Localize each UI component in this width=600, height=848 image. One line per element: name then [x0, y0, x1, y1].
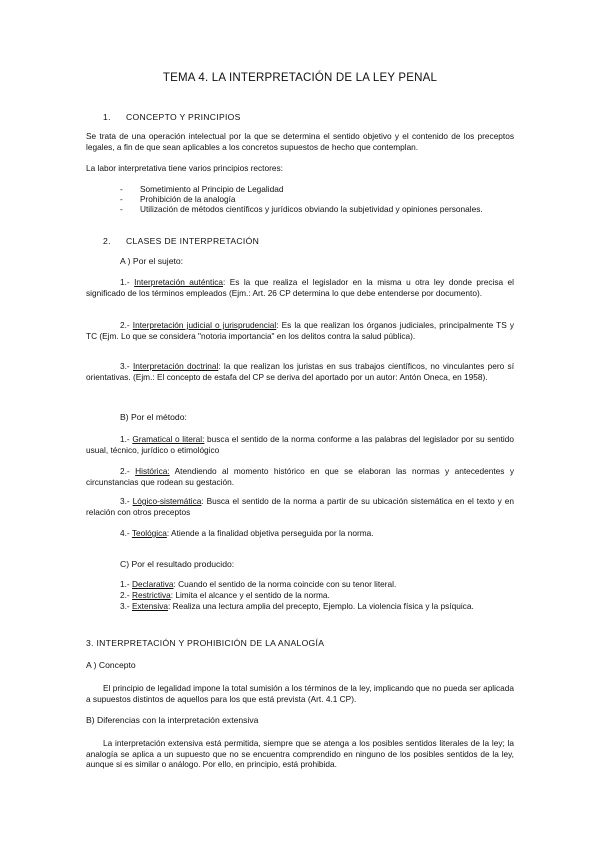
document-title: TEMA 4. LA INTERPRETACIÓN DE LA LEY PENAL: [162, 72, 438, 84]
section-3-b-heading: B) Diferencias con la interpretación extensiva: [86, 715, 259, 725]
section-3-a-text: El principio de legalidad impone la total sumisión a los términos de la ley, implicando que no pueda ser aplicada a supuestos distintos de aquellos para los que está prevista (Art. 4.1 CP).: [86, 683, 514, 704]
method-item-1: 1.- Gramatical o literal: busca el sentido de la norma conforme a las palabras del legislador por su sentido usual, técnico, jurídico o etimológico: [86, 434, 515, 455]
subject-item-2: 2.- Interpretación judicial o jurisprudencial: Es la que realizan los órganos judiciales, principalmente TS y TC (Ejm. Lo que se considera "notoria importancia" en los delitos contra la salud pública).: [86, 320, 515, 341]
bullet-dash: -: [120, 204, 123, 214]
subject-item-1: 1.- Interpretación auténtica: Es la que realiza el legislador en la misma u otra ley donde precisa el significado de los términos empleados (Ejm.: Art. 26 CP determina lo que debe entenderse por documento).: [86, 277, 515, 298]
bullet-item-2: Prohibición de la analogía: [140, 194, 236, 204]
result-item-3: 3.- Extensiva: Realiza una lectura amplia del precepto, Ejemplo. La violencia física y la psíquica.: [120, 601, 474, 611]
subsection-c-heading: C) Por el resultado producido:: [120, 559, 235, 569]
method-item-3: 3.- Lógico-sistemática: Busca el sentido de la norma a partir de su ubicación sistemática en el texto y en relación con otros preceptos: [86, 496, 514, 517]
section-3-heading: 3. INTERPRETACIÓN Y PROHIBICIÓN DE LA ANALOGÍA: [86, 638, 325, 648]
section-1-number: 1.: [103, 112, 111, 122]
result-item-1: 1.- Declarativa: Cuando el sentido de la norma coincide con su tenor literal.: [120, 579, 397, 589]
bullet-item-3: Utilización de métodos científicos y jurídicos obviando la subjetividad y opiniones personales.: [140, 204, 483, 214]
bullet-item-1: Sometimiento al Principio de Legalidad: [140, 184, 284, 194]
subsection-a-heading: A ) Por el sujeto:: [120, 256, 184, 266]
section-1-paragraph-2: La labor interpretativa tiene varios principios rectores:: [86, 163, 283, 173]
method-item-2: 2.- Histórica: Atendiendo al momento histórico en que se elaboran las normas y antecedentes y circunstancias que rodean su gestación.: [86, 466, 514, 487]
section-1-heading: CONCEPTO Y PRINCIPIOS: [126, 112, 241, 122]
section-1-paragraph-1: Se trata de una operación intelectual por la que se determina el sentido objetivo y el contenido de los preceptos legales, a fin de que sean aplicables a los concretos supuestos de hecho que contemplan.: [86, 131, 514, 152]
method-item-4: 4.- Teológica: Atiende a la finalidad objetiva perseguida por la norma.: [120, 528, 374, 538]
bullet-dash: -: [120, 194, 123, 204]
result-item-2: 2.- Restrictiva: Limita el alcance y el sentido de la norma.: [120, 590, 330, 600]
section-2-number: 2.: [103, 236, 111, 246]
subsection-b-heading: B) Por el método:: [120, 412, 187, 422]
bullet-dash: -: [120, 184, 123, 194]
section-2-heading: CLASES DE INTERPRETACIÓN: [126, 236, 260, 246]
section-3-b-text: La interpretación extensiva está permitida, siempre que se atenga a los posibles sentidos literales de la ley; la analogía se aplica a un supuesto que no se encuentra comprendido en ninguno de los posibles sentidos de la ley, aunque si es similar o análogo. Por ello, en principio, está prohibida.: [86, 738, 514, 770]
subject-item-3: 3.- Interpretación doctrinal: la que realizan los juristas en sus trabajos científicos, no vinculantes pero sí orientativas. (Ejm.: El concepto de estafa del CP se deriva del aportado por un autor: Antón Oneca, en 1958).: [86, 361, 515, 382]
section-3-a-heading: A ) Concepto: [86, 660, 136, 670]
